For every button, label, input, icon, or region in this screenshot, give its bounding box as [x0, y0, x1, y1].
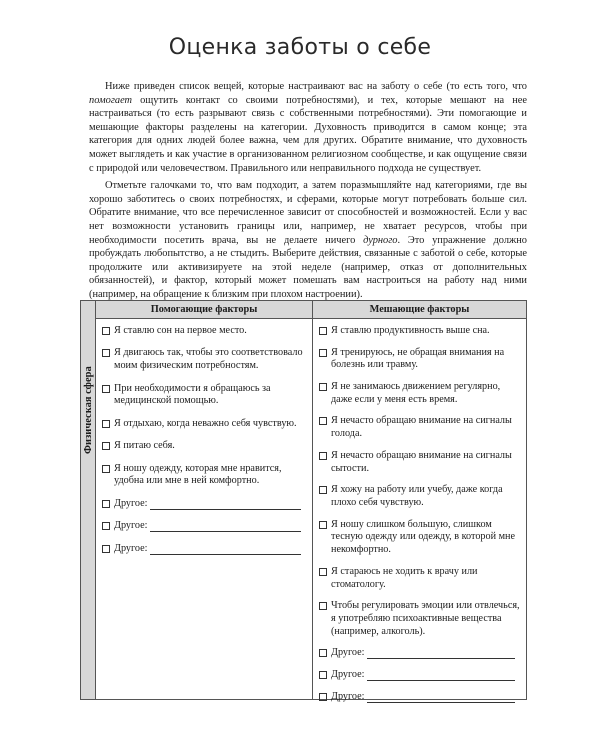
sphere-label: Физическая сфера	[83, 366, 94, 454]
other-input-line[interactable]	[150, 498, 302, 510]
hinder-item-label: Я хожу на работу или учебу, даже когда плохо себя чувствую.	[331, 484, 503, 508]
help-item[interactable]	[102, 418, 307, 431]
hinder-item[interactable]	[319, 450, 521, 476]
other-label: Другое:	[114, 542, 148, 554]
help-item-label: При необходимости я обращаюсь за медицинской помощью.	[114, 382, 271, 407]
hinder-item[interactable]	[319, 519, 521, 557]
other-label: Другое:	[114, 497, 148, 509]
other-input-line[interactable]	[150, 520, 302, 532]
checkbox-icon[interactable]	[102, 442, 110, 450]
intro-p1-part-b: ощутить контакт со своими потребностями), и тех, которые мешают на нее настраиваться (то есть разрывают связь с собственными потребностями). Эти помогающие и мешающие факторы разделены на категории. Духовность приводится в самом конце; эта категория для одних людей более важна, чем для других. Обратите внимание, что духовность может выглядеть и как участие в организованном религиозном сообществе, и как ощущение связи с природой или человечеством. Правильного или неправильного подхода не существует.	[89, 94, 527, 174]
help-item[interactable]	[102, 383, 307, 409]
intro-p2-part-b: . Это упражнение должно пробуждать любопытство, а не стыдить. Выберите действия, связанные с заботой о себе, которые продолжите или активизируете на этой неделе (например, отказ от дополнительных обязанностей), и фактор, который может помешать вам настроиться на работу над ними (например, на обращение к близким при плохом настроении).	[89, 234, 527, 300]
hinder-item-label: Я ставлю продуктивность выше сна.	[331, 325, 490, 336]
checkbox-icon[interactable]	[319, 349, 327, 357]
hinder-item-label: Я нечасто обращаю внимание на сигналы сытости.	[331, 449, 512, 474]
checkbox-icon[interactable]	[102, 385, 110, 393]
hinder-item-label: Я не занимаюсь движением регулярно, даже если у меня есть время.	[331, 380, 501, 405]
intro-text	[89, 80, 527, 302]
intro-p1-part-a: Ниже приведен список вещей, которые настраивают вас на заботу о себе (то есть того, что	[105, 81, 527, 92]
checkbox-icon[interactable]	[102, 349, 110, 357]
checkbox-icon[interactable]	[319, 383, 327, 391]
help-other[interactable]	[102, 520, 307, 533]
hinder-item[interactable]	[319, 415, 521, 441]
help-item[interactable]	[102, 440, 307, 453]
hinder-item[interactable]	[319, 600, 521, 638]
hindering-factors-column	[313, 301, 526, 702]
intro-p1-emphasis: помогает	[89, 94, 133, 106]
help-other[interactable]	[102, 543, 307, 556]
help-item-label: Я ношу одежду, которая мне нравится, удобна или мне в ней комфортно.	[114, 462, 282, 487]
other-input-line[interactable]	[150, 543, 302, 555]
intro-p2-emphasis: дурного	[363, 234, 398, 246]
checkbox-icon[interactable]	[319, 568, 327, 576]
checkbox-icon[interactable]	[319, 602, 327, 610]
intro-paragraph-2	[89, 179, 527, 301]
hinder-other[interactable]	[319, 647, 521, 660]
page-title: Оценка заботы о себе	[168, 35, 432, 60]
help-item[interactable]	[102, 347, 307, 373]
other-label: Другое:	[331, 647, 365, 659]
hinder-item-label: Я тренируюсь, не обращая внимания на болезнь или травму.	[331, 346, 505, 371]
hinder-item[interactable]	[319, 484, 521, 510]
help-item-label: Я ставлю сон на первое место.	[114, 325, 247, 336]
checkbox-icon[interactable]	[319, 327, 327, 335]
checkbox-icon[interactable]	[102, 420, 110, 428]
helping-factors-header: Помогающие факторы	[96, 301, 312, 319]
other-input-line[interactable]	[367, 647, 516, 659]
helping-factors-column	[96, 301, 313, 699]
hinder-item-label: Я ношу слишком большую, слишком тесную одежду или одежду, в которой мне некомфортно.	[331, 518, 516, 556]
help-item[interactable]	[102, 463, 307, 489]
self-care-table	[80, 300, 527, 700]
intro-p2-part-a: Отметьте галочками то, что вам подходит, а затем поразмышляйте над категориями, где вы хорошо заботитесь о своих потребностях, и сферами, которые могут потребовать больше сил. Обратите внимание, что все перечисленное зависит от способностей и возможностей. Если у вас нет возможности установить границы или, например, не хватает ресурсов, чтобы при необходимости посетить врача, вы не делаете ничего	[89, 180, 527, 246]
hinder-item[interactable]	[319, 325, 521, 338]
hinder-item-label: Чтобы регулировать эмоции или отвлечься, я употребляю психоактивные вещества (например, алкоголь).	[331, 600, 520, 637]
other-input-line[interactable]	[367, 691, 516, 703]
help-other[interactable]	[102, 498, 307, 511]
checkbox-icon[interactable]	[319, 452, 327, 460]
checkbox-icon[interactable]	[319, 417, 327, 425]
checkbox-icon[interactable]	[319, 693, 327, 701]
checkbox-icon[interactable]	[319, 671, 327, 679]
other-label: Другое:	[331, 668, 365, 680]
hindering-factors-header: Мешающие факторы	[313, 301, 526, 319]
checkbox-icon[interactable]	[102, 522, 110, 530]
checkbox-icon[interactable]	[319, 649, 327, 657]
help-item-label: Я питаю себя.	[114, 440, 175, 452]
checkbox-icon[interactable]	[102, 500, 110, 508]
checkbox-icon[interactable]	[102, 545, 110, 553]
checkbox-icon[interactable]	[102, 327, 110, 335]
hinder-item[interactable]	[319, 347, 521, 373]
checkbox-icon[interactable]	[102, 465, 110, 473]
help-item[interactable]	[102, 325, 307, 338]
other-label: Другое:	[114, 520, 148, 532]
hinder-other[interactable]	[319, 669, 521, 682]
hinder-other[interactable]	[319, 691, 521, 704]
hinder-item-label: Я нечасто обращаю внимание на сигналы голода.	[331, 415, 512, 440]
checkbox-icon[interactable]	[319, 521, 327, 529]
intro-paragraph-1	[89, 80, 527, 175]
hinder-item[interactable]	[319, 381, 521, 407]
hinder-item[interactable]	[319, 566, 521, 592]
other-input-line[interactable]	[367, 669, 516, 681]
other-label: Другое:	[331, 690, 365, 702]
checkbox-icon[interactable]	[319, 486, 327, 494]
help-item-label: Я отдыхаю, когда неважно себя чувствую.	[114, 417, 297, 429]
hinder-item-label: Я стараюсь не ходить к врачу или стоматологу.	[331, 565, 478, 590]
sphere-sidebar	[81, 301, 96, 699]
help-item-label: Я двигаюсь так, чтобы это соответствовало моим физическим потребностям.	[114, 347, 303, 372]
